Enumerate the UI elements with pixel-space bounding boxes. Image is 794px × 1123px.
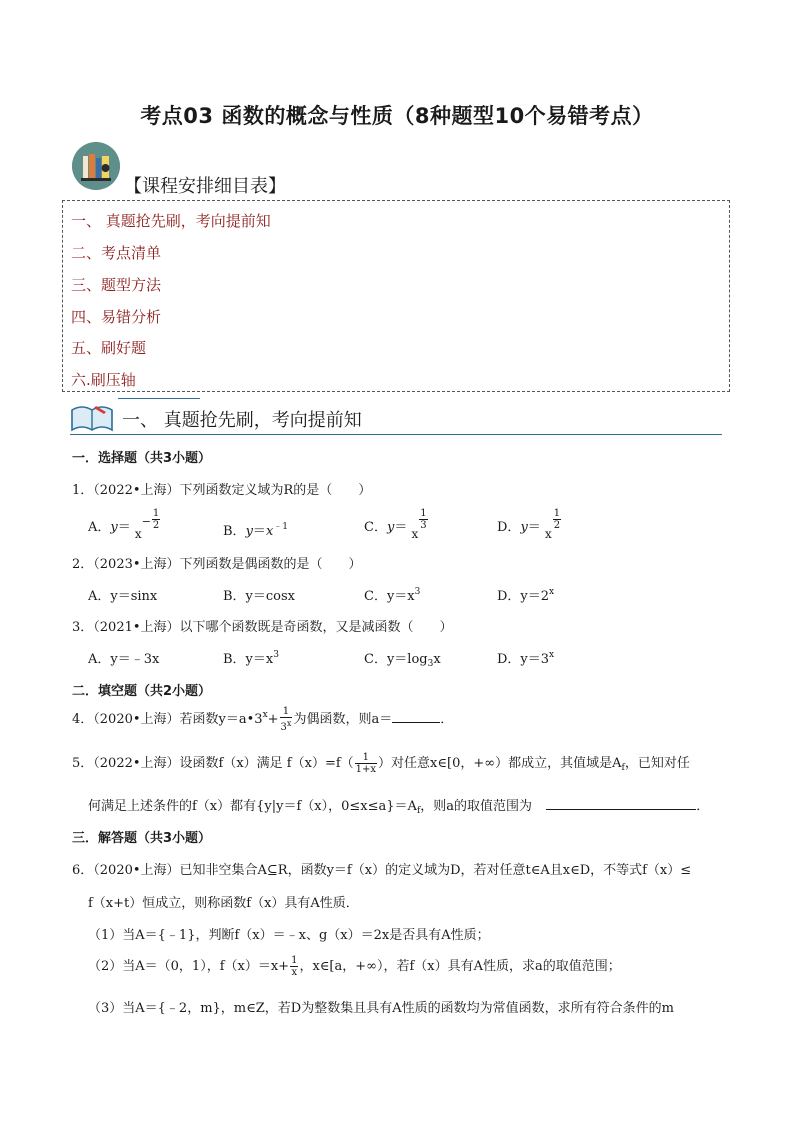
q3-option-b: B．$y=x^3$ [223, 650, 279, 667]
question-5-line-1: 5．（2022•上海）设函数f（x）满足 f（x）=f（ $\frac{1}{1+x}$ ）对任意x∈[0，+∞）都成立，其值域是$A_f$，已知对任 [72, 752, 690, 775]
q2-option-c: C．$y=x^3$ [364, 587, 421, 604]
question-3-stem: 3．（2021•上海）以下哪个函数既是奇函数，又是减函数（ ） [72, 620, 453, 635]
question-6-line-1: 6．（2020•上海）已知非空集合A⊆R，函数y＝f（x）的定义域为D，若对任意t∈A且x∈D，不等式f（x）≤ [72, 863, 692, 878]
toc-item[interactable]: 四、易错分析 [71, 308, 162, 326]
subsection-title: 三．解答题（共3小题） [72, 831, 212, 846]
question-4: 4．（2020•上海）若函数$y=a•3^x+$ $\frac{1}{3^x}$ 为偶函数，则a＝ ． [72, 706, 454, 733]
section-top-rule [118, 398, 200, 399]
answer-blank[interactable] [392, 722, 440, 723]
toc-item[interactable]: 三、题型方法 [71, 276, 162, 294]
question-6-part-2: （2）当A＝（0，1），f（x）＝x+ $\frac{1}{x}$ ，x∈[a，+∞），若f（x）具有A性质，求a的取值范围； [88, 955, 621, 978]
section-rule [70, 434, 722, 435]
question-6-line-2: f（x+t）恒成立，则称函数f（x）具有A性质． [88, 896, 359, 911]
toc-item[interactable]: 六.刷压轴 [71, 371, 136, 389]
section-title: 一、 真题抢先刷，考向提前知 [122, 410, 362, 431]
books-logo-icon [72, 142, 120, 190]
q1-option-d: D．y＝ x $\frac{1}{2}$ [497, 508, 561, 541]
q1-option-b: B．$y=x^{﹣1}$ [223, 522, 289, 539]
toc-item[interactable]: 二、考点清单 [71, 244, 162, 262]
toc-item[interactable]: 一、 真题抢先刷，考向提前知 [71, 212, 271, 230]
question-1-stem: 1．（2022•上海）下列函数定义域为R的是（ ） [72, 483, 372, 498]
q3-option-c: C．$y=\log_3x$ [364, 652, 441, 669]
q2-option-d: D．$y=2^x$ [497, 587, 555, 604]
q3-option-d: D．$y=3^x$ [497, 650, 555, 667]
q1-option-c: C．y＝ x $\frac{1}{3}$ [364, 508, 427, 541]
q1-option-a: A．y＝ x− $\frac{1}{2}$ [88, 508, 160, 541]
question-5-line-2: 何满足上述条件的f（x）都有{y|y＝f（x），$0\le x\le a\}=A_f$，则a的取值范围为 ． [88, 799, 710, 816]
q2-option-b: B．y＝cosx [223, 589, 296, 604]
question-6-part-1: （1）当A＝{﹣1}，判断f（x）＝﹣x、g（x）＝2x是否具有A性质； [88, 928, 490, 943]
q2-option-a: A．y＝sinx [88, 589, 158, 604]
q3-option-a: A．y＝﹣3x [88, 652, 160, 667]
subsection-title: 一．选择题（共3小题） [72, 451, 212, 466]
answer-blank[interactable] [546, 809, 696, 810]
open-book-icon [70, 402, 114, 432]
toc-item[interactable]: 五、刷好题 [71, 339, 147, 357]
subsection-title: 二．填空题（共2小题） [72, 684, 212, 699]
question-2-stem: 2．（2023•上海）下列函数是偶函数的是（ ） [72, 557, 362, 572]
question-6-part-3: （3）当A＝{﹣2，m}，m∈Z，若D为整数集且具有A性质的函数均为常值函数，求所有符合条件的m [88, 1001, 674, 1016]
toc-heading: 【课程安排细目表】 [124, 176, 286, 197]
page-title: 考点03 函数的概念与性质（8种题型10个易错考点） [140, 104, 654, 128]
